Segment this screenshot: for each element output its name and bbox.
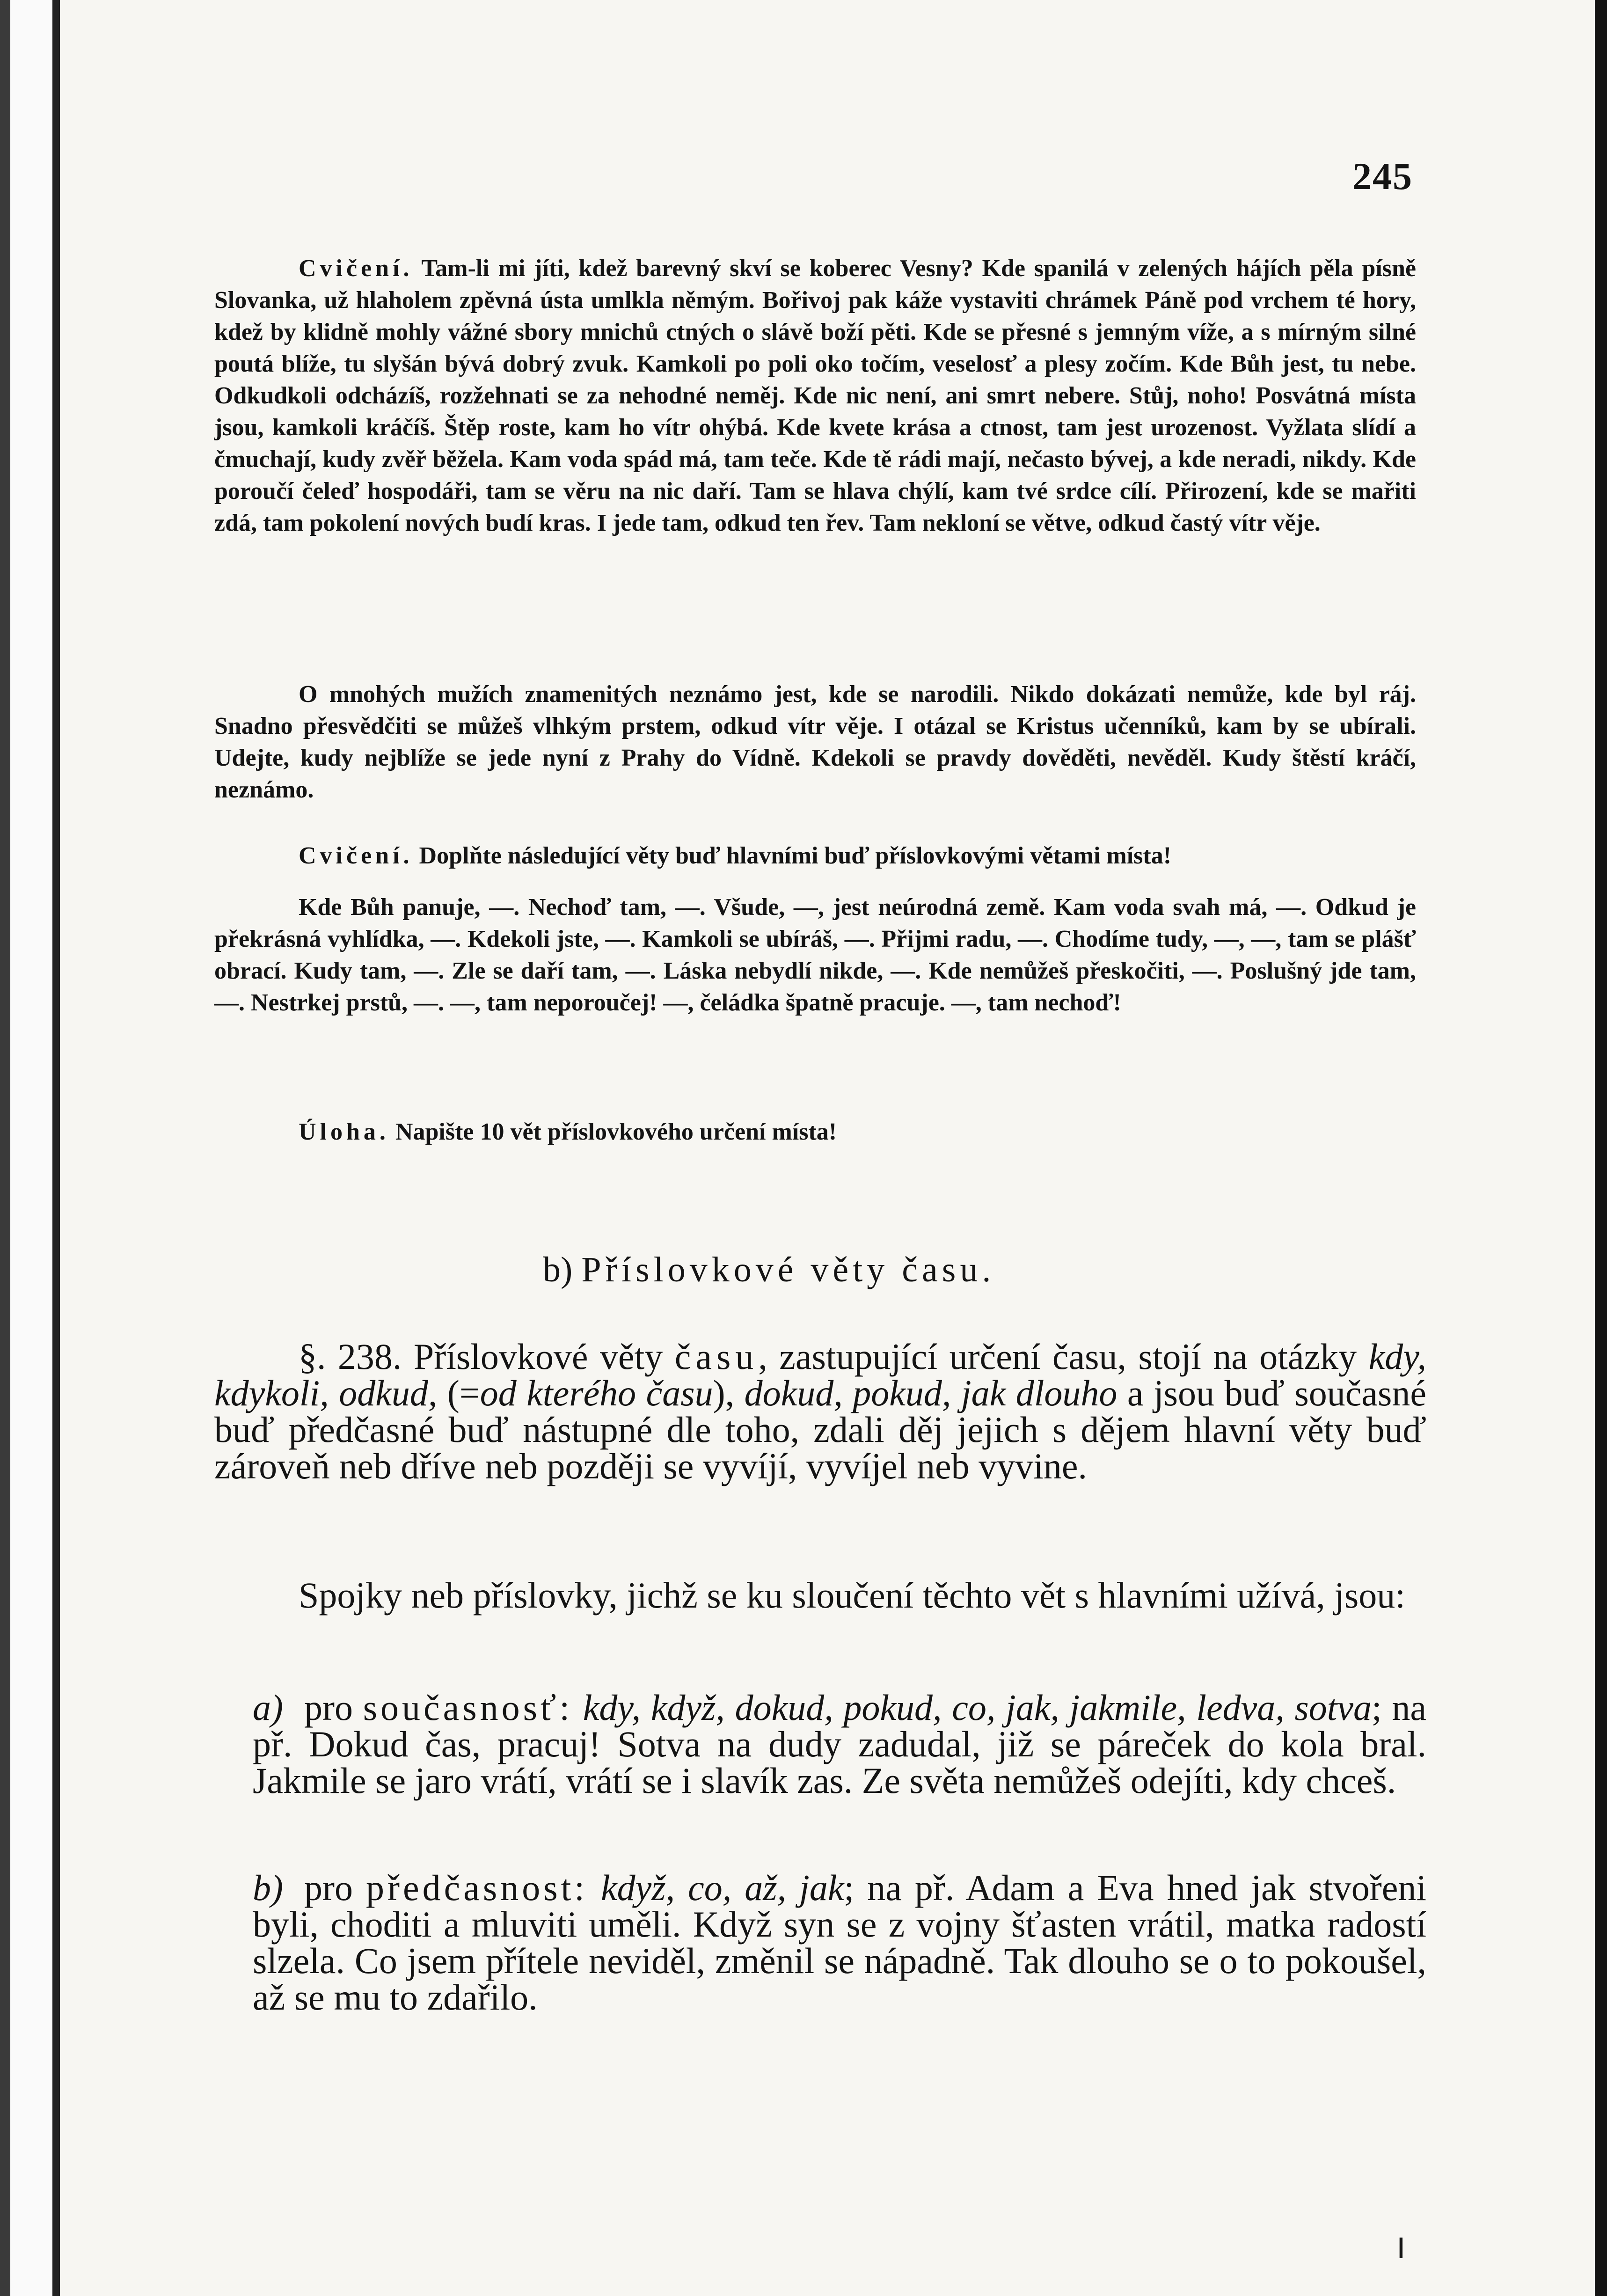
item-b-label: předčasnost: <box>366 1867 588 1908</box>
scan-corner-mark: ǀ <box>1397 2232 1405 2265</box>
text-run: Příslovkové věty <box>413 1336 663 1377</box>
text-run: pro <box>304 1867 353 1908</box>
section-title: Příslovkové věty času. <box>581 1250 995 1289</box>
item-a-label: současnosť: <box>363 1687 573 1728</box>
paragraph-spojky: Spojky neb příslovky, jichž se ku sloučení těchto vět s hlavními užívá, jsou: <box>299 1575 1405 1616</box>
italic-run: kdy, když, dokud, pokud, co, jak, jakmile, ledva, sotva <box>583 1687 1372 1728</box>
text-run: ), <box>713 1373 735 1413</box>
list-item-a <box>253 1689 1426 1799</box>
text-run: ; na př. Dokud čas, pracuj! Sotva na dudy zadudal, již se páreček do kola bral. Jakmile se jaro vrátí, vrátí se i slavík zas. Ze světa nemůžeš odejíti, kdy chceš. <box>253 1687 1427 1801</box>
text-run: pro <box>304 1687 353 1728</box>
text-run: (= <box>447 1373 480 1413</box>
paragraph-3: Kde Bůh panuje, —. Nechoď tam, —. Všude, —, jest neúrodná země. Kam voda svah má, —. Odkud je překrásná vyhlídka, —. Kdekoli jste, —. Kamkoli se ubíráš, —. Přijmi radu, —. Chodíme tudy, —, —, tam se plášť obrací. Kudy tam, —. Zle se daří tam, —. Láska nebydlí nikde, —. Kde nemůžeš přeskočiti, —. Poslušný jde tam, —. Nestrkej prstů, —. —, tam neporoučej! —, čeládka špatně pracuje. —, tam nechoď! <box>214 894 1416 1016</box>
exercise-2-label: Cvičení. <box>299 842 413 869</box>
paragraph-238-number: §. 238. <box>299 1336 402 1377</box>
list-item-b <box>253 1867 1426 2018</box>
paragraph-2: O mnohých mužích znamenitých neznámo jest, kde se narodili. Nikdo dokázati nemůže, kde byl ráj. Snadno přesvědčiti se můžeš vlhkým prstem, odkud vítr věje. I otázal se Kristus učenníků, kam by se ubírali. Udejte, kudy nejblíže se jede nyní z Prahy do Vídně. Kdekoli se pravdy dověděti, nevěděl. Kudy štěstí kráčí, neznámo. <box>214 681 1416 803</box>
task-label: Úloha. <box>299 1119 389 1145</box>
exercise-1-text: Tam-li mi jíti, kdež barevný skví se koberec Vesny? Kde spanilá v zelených hájích pěla písně Slovanka, už hlaholem zpěvná ústa umlkla němým. Bořivoj pak káže vystaviti chrámek Páně pod vrchem té hory, kdež by klidně mohly vážné sbory mnichů ctných o slávě boží pěti. Kde se přesné s jemným víže, a s mírným silné poutá blíže, tu slyšán bývá dobrý zvuk. Kamkoli po poli oko točím, veselosť a plesy zočím. Kde Bůh jest, tu nebe. Odkudkoli odcházíš, rozžehnati se za nehodné neměj. Kde nic není, ani smrt nebere. Stůj, noho! Posvátná místa jsou, kamkoli kráčíš. Štěp roste, kam ho vítr ohýbá. Kde kvete krása a ctnost, tam jest urozenost. Vyžlata slídí a čmuchají, kudy zvěř běžela. Kam voda spád má, tam teče. Kde tě rádi mají, nečasto bývej, a kde neradi, nikdy. Kde poroučí čeleď hospodáři, tam se věru na nic daří. Tam se hlava chýlí, kam tvé srdce cílí. Přirození, kde se mařiti zdá, tam pokolení nových budí kras. I jede tam, odkud ten řev. Tam nekloní se větve, odkud častý vítr věje. <box>214 255 1417 536</box>
scan-left-margin <box>0 0 70 2296</box>
italic-run: od kterého času <box>480 1373 713 1413</box>
text-run: , zastupující určení času, stojí na otázky <box>758 1336 1357 1377</box>
scan-right-edge <box>1595 0 1607 2296</box>
text-run: ; na př. Adam a Eva hned jak stvořeni byli, choditi a mluviti uměli. Když syn se z vojny šťasten vrátil, matka radostí slzela. Co jsem přítele neviděl, změnil se nápadně. Tak dlouho se o to pokoušel, až se mu to zdařilo. <box>253 1867 1426 2018</box>
exercise-2-text: Doplňte následující věty buď hlavními buď příslovkovými větami místa! <box>419 842 1172 869</box>
page-number: 245 <box>1352 155 1413 197</box>
section-heading <box>543 1250 995 1290</box>
emphasis-casu: času <box>674 1336 759 1377</box>
text-run: a jsou buď současné buď předčasné buď nástupné dle toho, zdali děj jejich s dějem hlavní věty buď zároveň neb dříve neb později se vyvíjí, vyvíjel neb vyvine. <box>214 1373 1426 1486</box>
list-marker-b: b) <box>253 1867 283 1908</box>
exercise-1-label: Cvičení. <box>299 255 413 282</box>
task-text: Napište 10 vět příslovkového určení místa! <box>395 1119 837 1145</box>
task-paragraph <box>214 1116 1416 1148</box>
section-prefix: b) <box>543 1250 573 1289</box>
exercise-1-paragraph <box>214 253 1416 539</box>
list-marker-a: a) <box>253 1687 283 1728</box>
italic-run: dokud, pokud, jak dlouho <box>744 1373 1118 1413</box>
paragraph-238 <box>214 1338 1426 1484</box>
exercise-2-paragraph <box>214 840 1416 872</box>
italic-run: když, co, až, jak <box>600 1867 844 1908</box>
italic-run: kdy, kdykoli, odkud, <box>214 1336 1427 1413</box>
